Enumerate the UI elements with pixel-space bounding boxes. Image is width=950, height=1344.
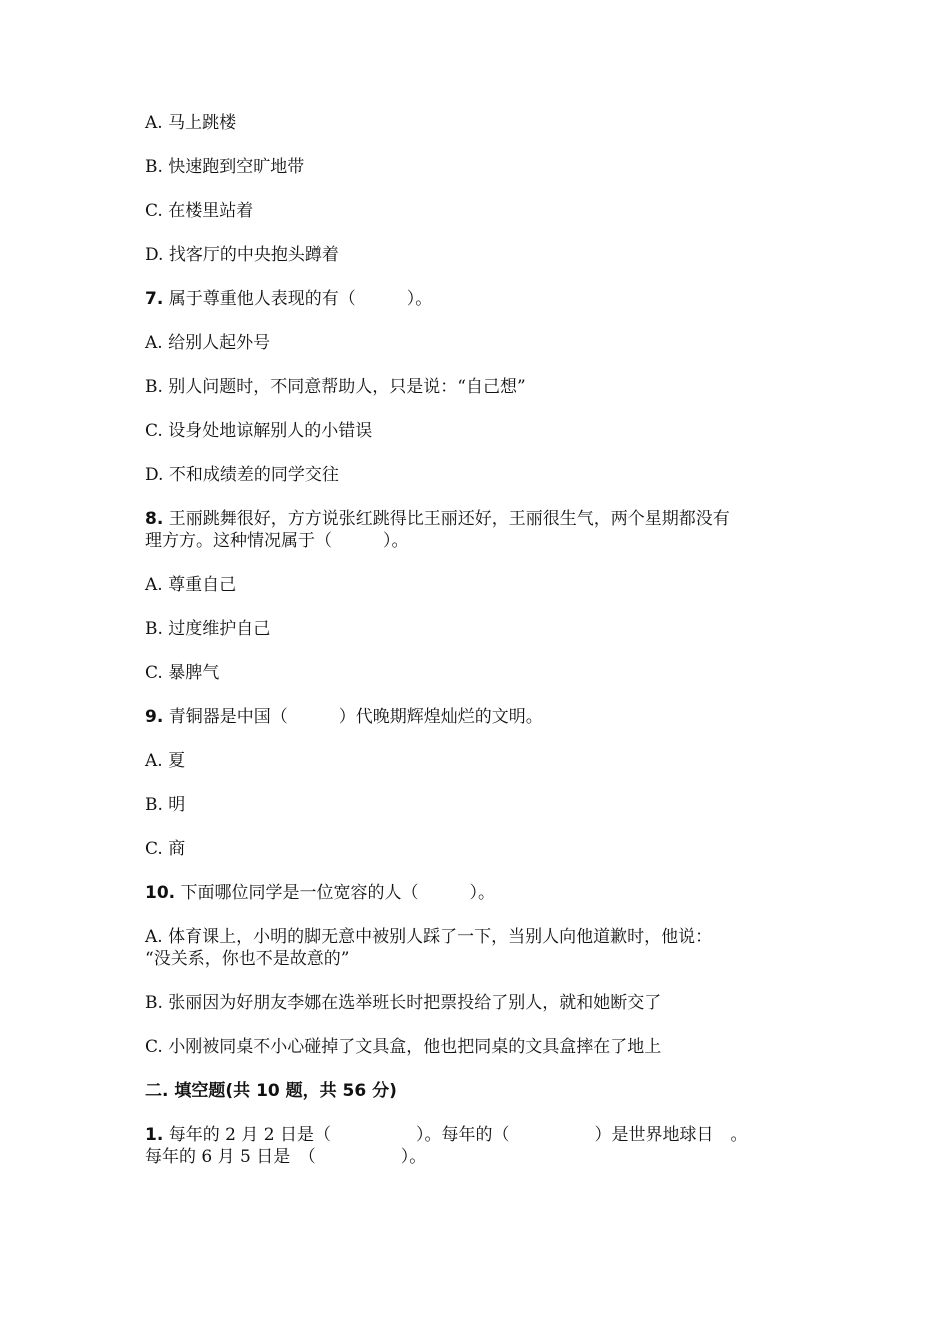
q10-text: 下面哪位同学是一位宽容的人（ ）。: [175, 883, 496, 903]
q6-option-d: D. 找客厅的中央抱头蹲着: [145, 245, 339, 265]
q10-option-c: C. 小刚被同桌不小心碰掉了文具盒，他也把同桌的文具盒摔在了地上: [145, 1037, 662, 1057]
q7-option-b: B. 别人问题时，不同意帮助人，只是说：“自己想”: [145, 377, 526, 397]
fill-q1-line2: 每年的 6 月 5 日是 （ ）。: [145, 1147, 427, 1167]
q7-option-c: C. 设身处地谅解别人的小错误: [145, 421, 373, 441]
fill-q1: [145, 1124, 825, 1168]
q8-title: [145, 508, 825, 552]
q8-title-line1: [145, 508, 825, 530]
q8-text-line1: 王丽跳舞很好，方方说张红跳得比王丽还好，王丽很生气，两个星期都没有: [163, 509, 730, 529]
q7-title: [145, 288, 825, 310]
q6-option-b: B. 快速跑到空旷地带: [145, 157, 305, 177]
q7-option-a: A. 给别人起外号: [145, 333, 271, 353]
section-heading-fill-in: 二. 填空题(共 10 题，共 56 分): [145, 1081, 397, 1101]
q9-number: 9.: [145, 707, 164, 727]
q9-option-a: A. 夏: [145, 751, 186, 771]
q10-title: [145, 882, 825, 904]
exam-page: [145, 112, 825, 1190]
q10-option-a: [145, 926, 825, 970]
q8-number: 8.: [145, 509, 164, 529]
q10-number: 10.: [145, 883, 176, 903]
q10-option-a-line1: A. 体育课上，小明的脚无意中被别人踩了一下，当别人向他道歉时，他说：: [145, 927, 713, 947]
fill-q1-number: 1.: [145, 1125, 164, 1145]
q10-option-a-line2: “没关系，你也不是故意的”: [145, 949, 350, 969]
q7-number: 7.: [145, 289, 164, 309]
q8-option-b: B. 过度维护自己: [145, 619, 271, 639]
q7-text: 属于尊重他人表现的有（ ）。: [163, 289, 433, 309]
q9-option-c: C. 商: [145, 839, 186, 859]
q8-text-line2: 理方方。这种情况属于（ ）。: [145, 531, 409, 551]
q9-title: [145, 706, 825, 728]
q8-option-a: A. 尊重自己: [145, 575, 237, 595]
q9-text: 青铜器是中国（ ）代晚期辉煌灿烂的文明。: [163, 707, 543, 727]
fill-q1-text-line1: 每年的 2 月 2 日是（ ）。每年的（ ）是世界地球日 。: [163, 1125, 748, 1145]
fill-q1-line1: [145, 1124, 825, 1146]
q10-option-b: B. 张丽因为好朋友李娜在选举班长时把票投给了别人，就和她断交了: [145, 993, 662, 1013]
q9-option-b: B. 明: [145, 795, 186, 815]
q8-option-c: C. 暴脾气: [145, 663, 220, 683]
q6-option-a: A. 马上跳楼: [145, 113, 237, 133]
q7-option-d: D. 不和成绩差的同学交往: [145, 465, 339, 485]
q6-option-c: C. 在楼里站着: [145, 201, 254, 221]
